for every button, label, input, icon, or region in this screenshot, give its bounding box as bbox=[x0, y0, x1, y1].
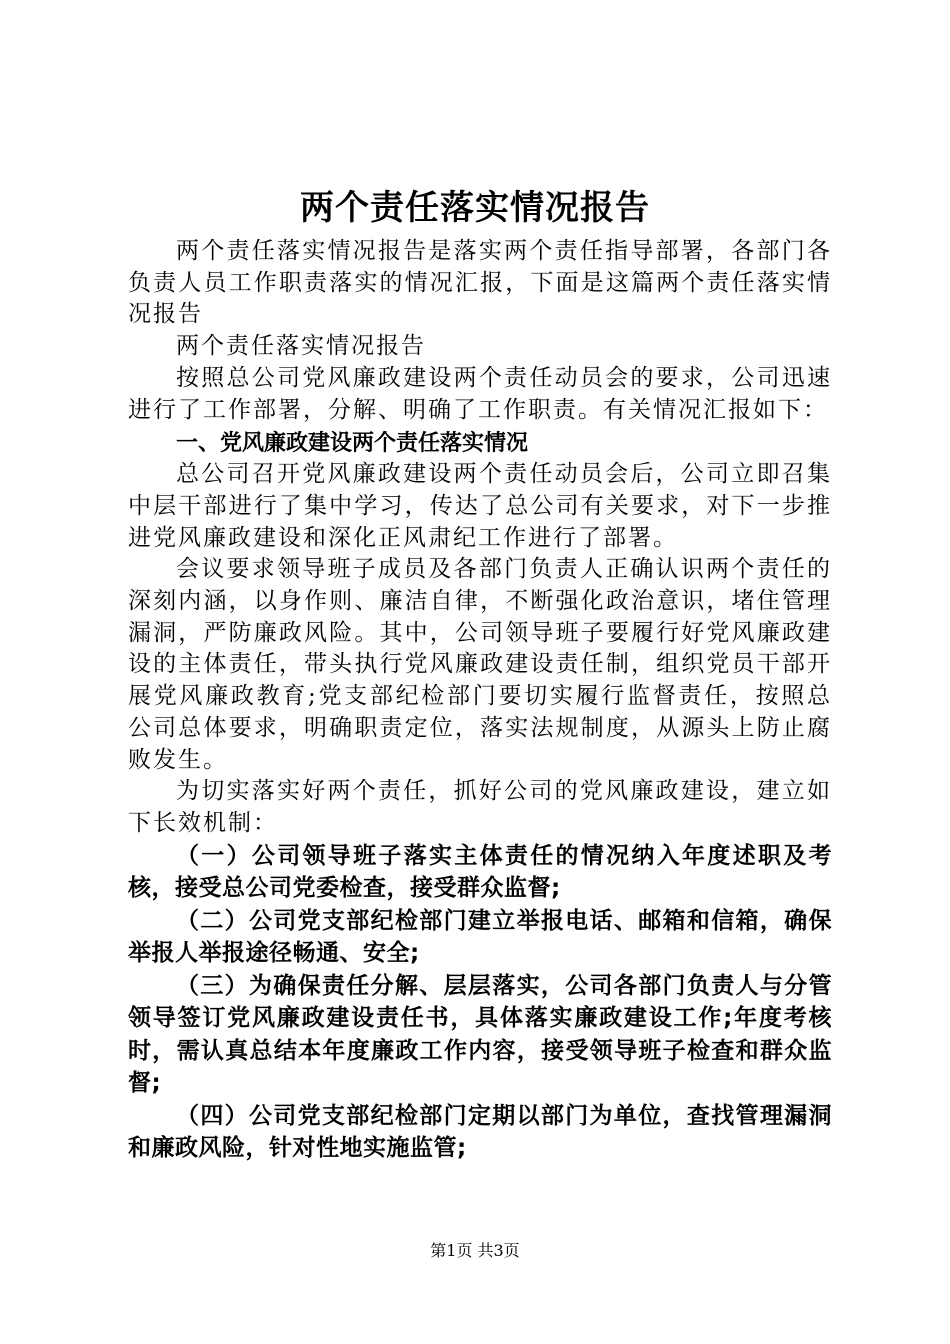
body-paragraph-2: 会议要求领导班子成员及各部门负责人正确认识两个责任的深刻内涵，以身作则、廉洁自律，不断强化政治意识，堵住管理漏洞，严防廉政风险。其中，公司领导班子要履行好党风廉政建设的主体责任，带头执行党风廉政建设责任制，组织党员干部开展党风廉政教育;党支部纪检部门要切实履行监督责任，按照总公司总体要求，明确职责定位，落实法规制度，从源头上防止腐败发生。 bbox=[128, 556, 832, 773]
intro-paragraph: 两个责任落实情况报告是落实两个责任指导部署，各部门各负责人员工作职责落实的情况汇报，下面是这篇两个责任落实情况报告 bbox=[128, 238, 832, 328]
mechanism-item-1: （一）公司领导班子落实主体责任的情况纳入年度述职及考核，接受总公司党委检查，接受群众监督; bbox=[128, 842, 832, 902]
report-subtitle: 两个责任落实情况报告 bbox=[176, 333, 426, 360]
document-title: 两个责任落实情况报告 bbox=[300, 188, 650, 228]
page-number-footer: 第1页 共3页 bbox=[430, 1241, 520, 1260]
section-heading-1: 一、党风廉政建设两个责任落实情况 bbox=[176, 431, 529, 457]
opening-paragraph: 按照总公司党风廉政建设两个责任动员会的要求，公司迅速进行了工作部署，分解、明确了工作职责。有关情况汇报如下： bbox=[128, 364, 832, 423]
body-paragraph-3: 为切实落实好两个责任，抓好公司的党风廉政建设，建立如下长效机制： bbox=[128, 778, 832, 836]
document-body bbox=[128, 236, 832, 1165]
mechanism-item-4: （四）公司党支部纪检部门定期以部门为单位，查找管理漏洞和廉政风险，针对性地实施监管; bbox=[128, 1102, 832, 1162]
mechanism-item-2: （二）公司党支部纪检部门建立举报电话、邮箱和信箱，确保举报人举报途径畅通、安全; bbox=[128, 907, 832, 967]
body-paragraph-1: 总公司召开党风廉政建设两个责任动员会后，公司立即召集中层干部进行了集中学习，传达了总公司有关要求，对下一步推进党风廉政建设和深化正风肃纪工作进行了部署。 bbox=[128, 461, 832, 551]
mechanism-item-3: （三）为确保责任分解、层层落实，公司各部门负责人与分管领导签订党风廉政建设责任书，具体落实廉政建设工作;年度考核时，需认真总结本年度廉政工作内容，接受领导班子检查和群众监督; bbox=[128, 972, 832, 1097]
